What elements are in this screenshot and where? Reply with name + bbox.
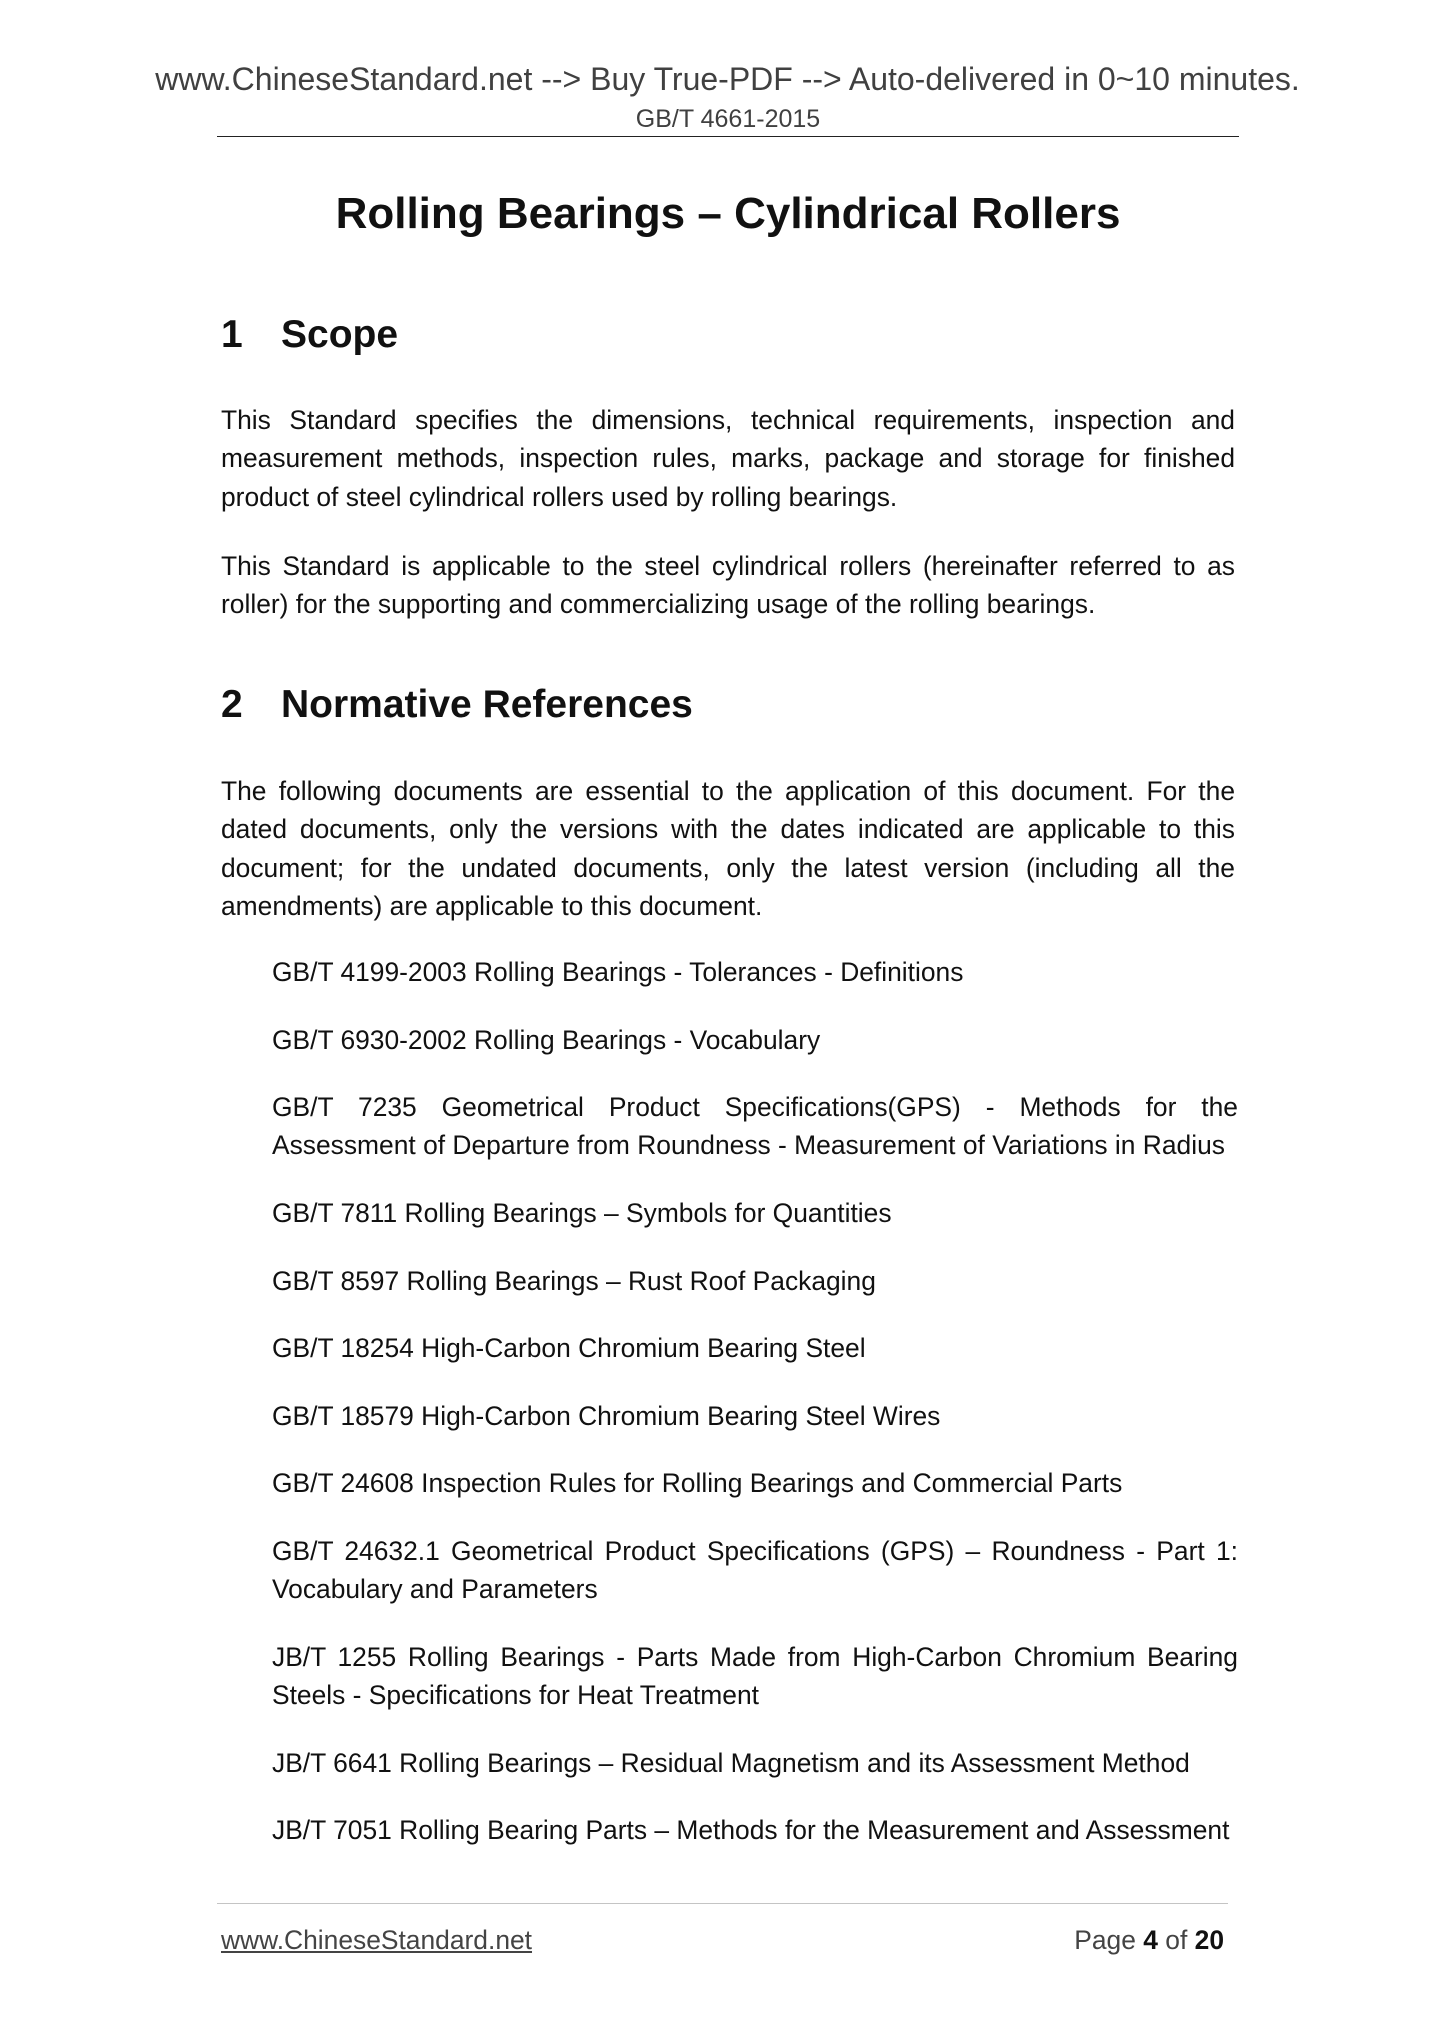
page-indicator [1074,1925,1224,1957]
section-heading [221,682,693,729]
section-number: 2 [221,683,243,726]
scope-paragraph-1: This Standard specifies the dimensions, technical requirements, inspection and measurement methods, inspection rules, marks, package and storage for finished product of steel cylindrical rollers used by rolling bearings. [221,405,1235,512]
reference-item: JB/T 7051 Rolling Bearing Parts – Methods for the Measurement and Assessment [272,1815,1230,1846]
reference-item: GB/T 6930-2002 Rolling Bearings - Vocabulary [272,1024,821,1055]
reference-item: GB/T 24608 Inspection Rules for Rolling Bearings and Commercial Parts [272,1468,1123,1499]
reference-item: JB/T 1255 Rolling Bearings - Parts Made from High-Carbon Chromium Bearing Steels - Specifications for Heat Treatment [272,1641,1238,1711]
total-pages-number: 20 [1194,1925,1224,1955]
current-page-number: 4 [1143,1925,1158,1955]
header-banner: www.ChineseStandard.net --> Buy True-PDF --> Auto-delivered in 0~10 minutes. [155,61,1300,97]
section-number: 1 [221,313,243,356]
references-list [272,953,1238,1879]
page-label: Page [1074,1925,1136,1955]
references-intro-paragraph: The following documents are essential to the application of this document. For the dated documents, only the versions with the dates indicated are applicable to this document; for the undated documents, only the latest version (including all the amendments) are applicable to this document. [221,776,1235,921]
section-title: Scope [281,313,399,356]
page-of-label: of [1165,1925,1188,1955]
reference-item: GB/T 4199-2003 Rolling Bearings - Tolerances - Definitions [272,957,964,987]
standard-number: GB/T 4661-2015 [635,105,821,133]
document-title: Rolling Bearings – Cylindrical Rollers [335,189,1121,238]
reference-item: GB/T 8597 Rolling Bearings – Rust Roof Packaging [272,1265,876,1296]
reference-item: GB/T 7811 Rolling Bearings – Symbols for Quantities [272,1198,892,1229]
scope-paragraph-2: This Standard is applicable to the steel cylindrical rollers (hereinafter referred to as roller) for the supporting and commercializing usage of the rolling bearings. [221,551,1235,620]
section-heading [221,312,398,359]
reference-item: GB/T 24632.1 Geometrical Product Specifications (GPS) – Roundness - Part 1: Vocabulary and Parameters [272,1536,1238,1605]
header-rule [217,136,1239,137]
footer-rule [217,1903,1228,1904]
reference-item: GB/T 18579 High-Carbon Chromium Bearing Steel Wires [272,1400,941,1431]
reference-item: GB/T 18254 High-Carbon Chromium Bearing Steel [272,1333,866,1364]
reference-item: GB/T 7235 Geometrical Product Specifications(GPS) - Methods for the Assessment of Departure from Roundness - Measurement of Variations in Radius [272,1092,1238,1161]
reference-item: JB/T 6641 Rolling Bearings – Residual Magnetism and its Assessment Method [272,1747,1190,1778]
footer-site-link[interactable]: www.ChineseStandard.net [221,1925,533,1955]
section-title: Normative References [281,683,693,726]
